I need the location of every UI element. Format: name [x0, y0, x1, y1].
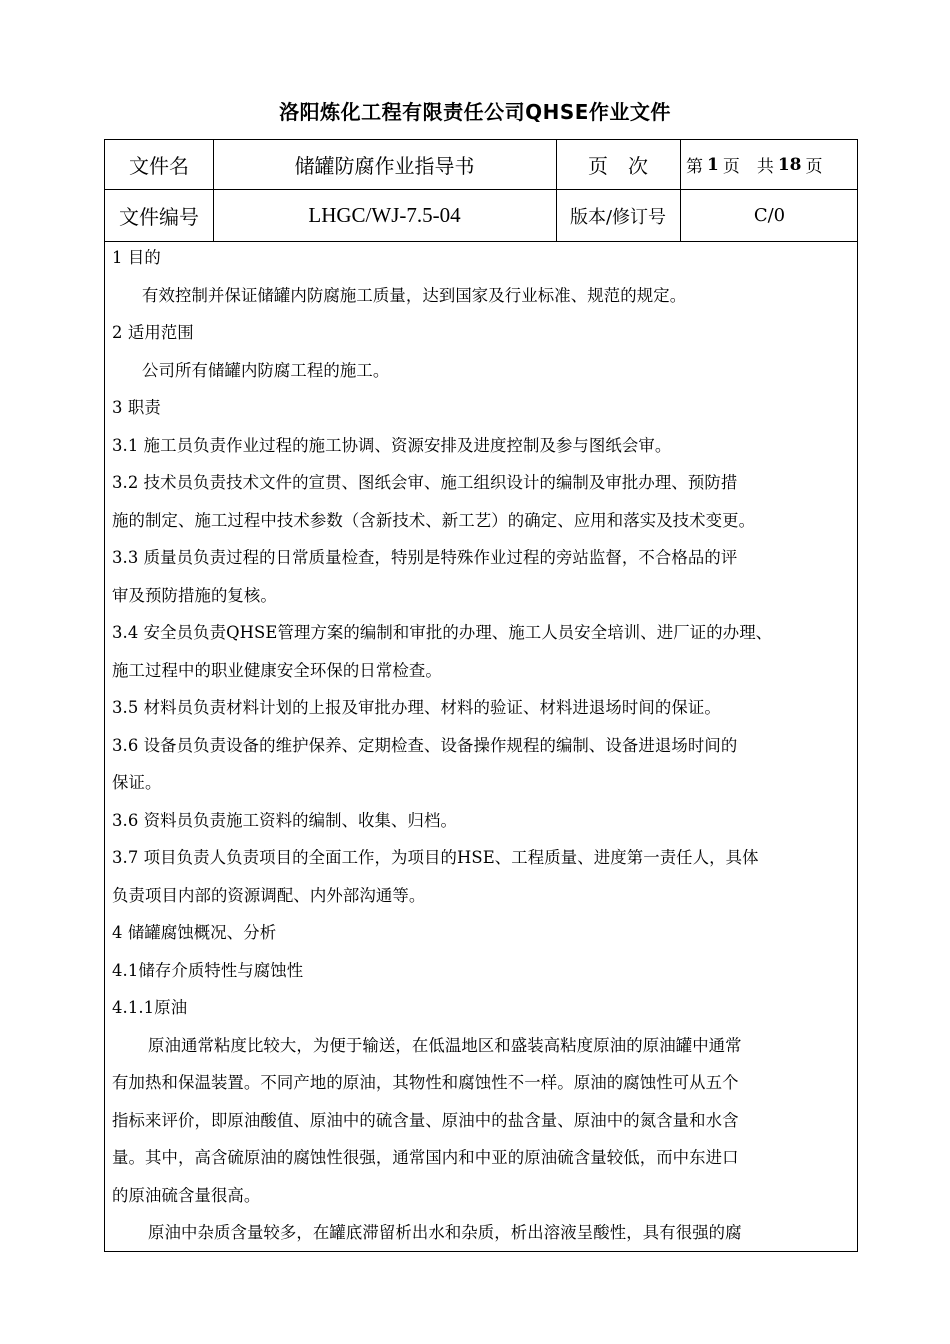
document-body	[112, 239, 852, 1252]
paragraph-line: 保证。	[112, 773, 162, 792]
document-title: 洛阳炼化工程有限责任公司QHSE作业文件	[279, 100, 671, 124]
file-name-value: 储罐防腐作业指导书	[294, 154, 475, 178]
file-number-label: 文件编号	[119, 205, 199, 229]
page-total: 18	[777, 154, 802, 175]
paragraph-line: 量。其中，高含硫原油的腐蚀性很强，通常国内和中亚的原油硫含量较低，而中东进口	[112, 1148, 739, 1167]
paragraph-line: 3.6 资料员负责施工资料的编制、收集、归档。	[112, 810, 457, 830]
paragraph-line: 原油通常粘度比较大，为便于输送，在低温地区和盛装高粘度原油的原油罐中通常	[148, 1035, 742, 1055]
paragraph-line: 施的制定、施工过程中技术参数（含新技术、新工艺）的确定、应用和落实及技术变更。	[112, 510, 756, 530]
section-heading: 2 适用范围	[112, 323, 194, 342]
page-label: 页 次	[588, 154, 648, 178]
paragraph-line: 3.6 设备员负责设备的维护保养、定期检查、设备操作规程的编制、设备进退场时间的	[112, 735, 738, 755]
paragraph-line: 原油中杂质含量较多，在罐底滞留析出水和杂质，析出溶液呈酸性，具有很强的腐	[148, 1223, 742, 1242]
page-mid: 页 共	[722, 157, 774, 177]
paragraph-line: 3.7 项目负责人负责项目的全面工作，为项目的HSE、工程质量、进度第一责任人，具体	[112, 848, 759, 867]
page-current: 1	[707, 154, 719, 175]
paragraph-line: 指标来评价，即原油酸值、原油中的硫含量、原油中的盐含量、原油中的氮含量和水含	[112, 1110, 739, 1130]
paragraph-line: 3.4 安全员负责QHSE管理方案的编制和审批的办理、施工人员安全培训、进厂证的办理、	[112, 623, 773, 642]
page-suffix: 页	[805, 157, 823, 177]
section-heading: 1 目的	[112, 248, 161, 267]
version-label: 版本/修订号	[569, 206, 667, 228]
page-count	[680, 140, 865, 189]
section-heading: 3 职责	[112, 398, 161, 417]
paragraph-line: 审及预防措施的复核。	[112, 585, 277, 605]
paragraph-line: 3.1 施工员负责作业过程的施工协调、资源安排及进度控制及参与图纸会审。	[112, 435, 672, 455]
paragraph-line: 公司所有储罐内防腐工程的施工。	[142, 360, 390, 380]
version-value: C/0	[753, 205, 786, 226]
subsection-heading: 4.1储存介质特性与腐蚀性	[112, 960, 304, 980]
page-prefix: 第	[686, 157, 703, 177]
paragraph-line: 3.3 质量员负责过程的日常质量检查，特别是特殊作业过程的旁站监督，不合格品的评	[112, 548, 738, 567]
file-number-value: LHGC/WJ-7.5-04	[308, 203, 461, 227]
section-heading: 4 储罐腐蚀概况、分析	[112, 923, 277, 942]
paragraph-line: 施工过程中的职业健康安全环保的日常检查。	[112, 660, 442, 680]
paragraph-line: 的原油硫含量很高。	[112, 1185, 261, 1205]
paragraph-line: 有加热和保温装置。不同产地的原油，其物性和腐蚀性不一样。原油的腐蚀性可从五个	[112, 1073, 739, 1092]
paragraph-line: 负责项目内部的资源调配、内外部沟通等。	[112, 885, 426, 905]
paragraph-line: 3.2 技术员负责技术文件的宣贯、图纸会审、施工组织设计的编制及审批办理、预防措	[112, 473, 738, 492]
file-name-label: 文件名	[129, 154, 189, 178]
paragraph-line: 有效控制并保证储罐内防腐施工质量，达到国家及行业标准、规范的规定。	[142, 285, 687, 305]
subsection-heading: 4.1.1原油	[112, 998, 188, 1017]
paragraph-line: 3.5 材料员负责材料计划的上报及审批办理、材料的验证、材料进退场时间的保证。	[112, 698, 721, 717]
